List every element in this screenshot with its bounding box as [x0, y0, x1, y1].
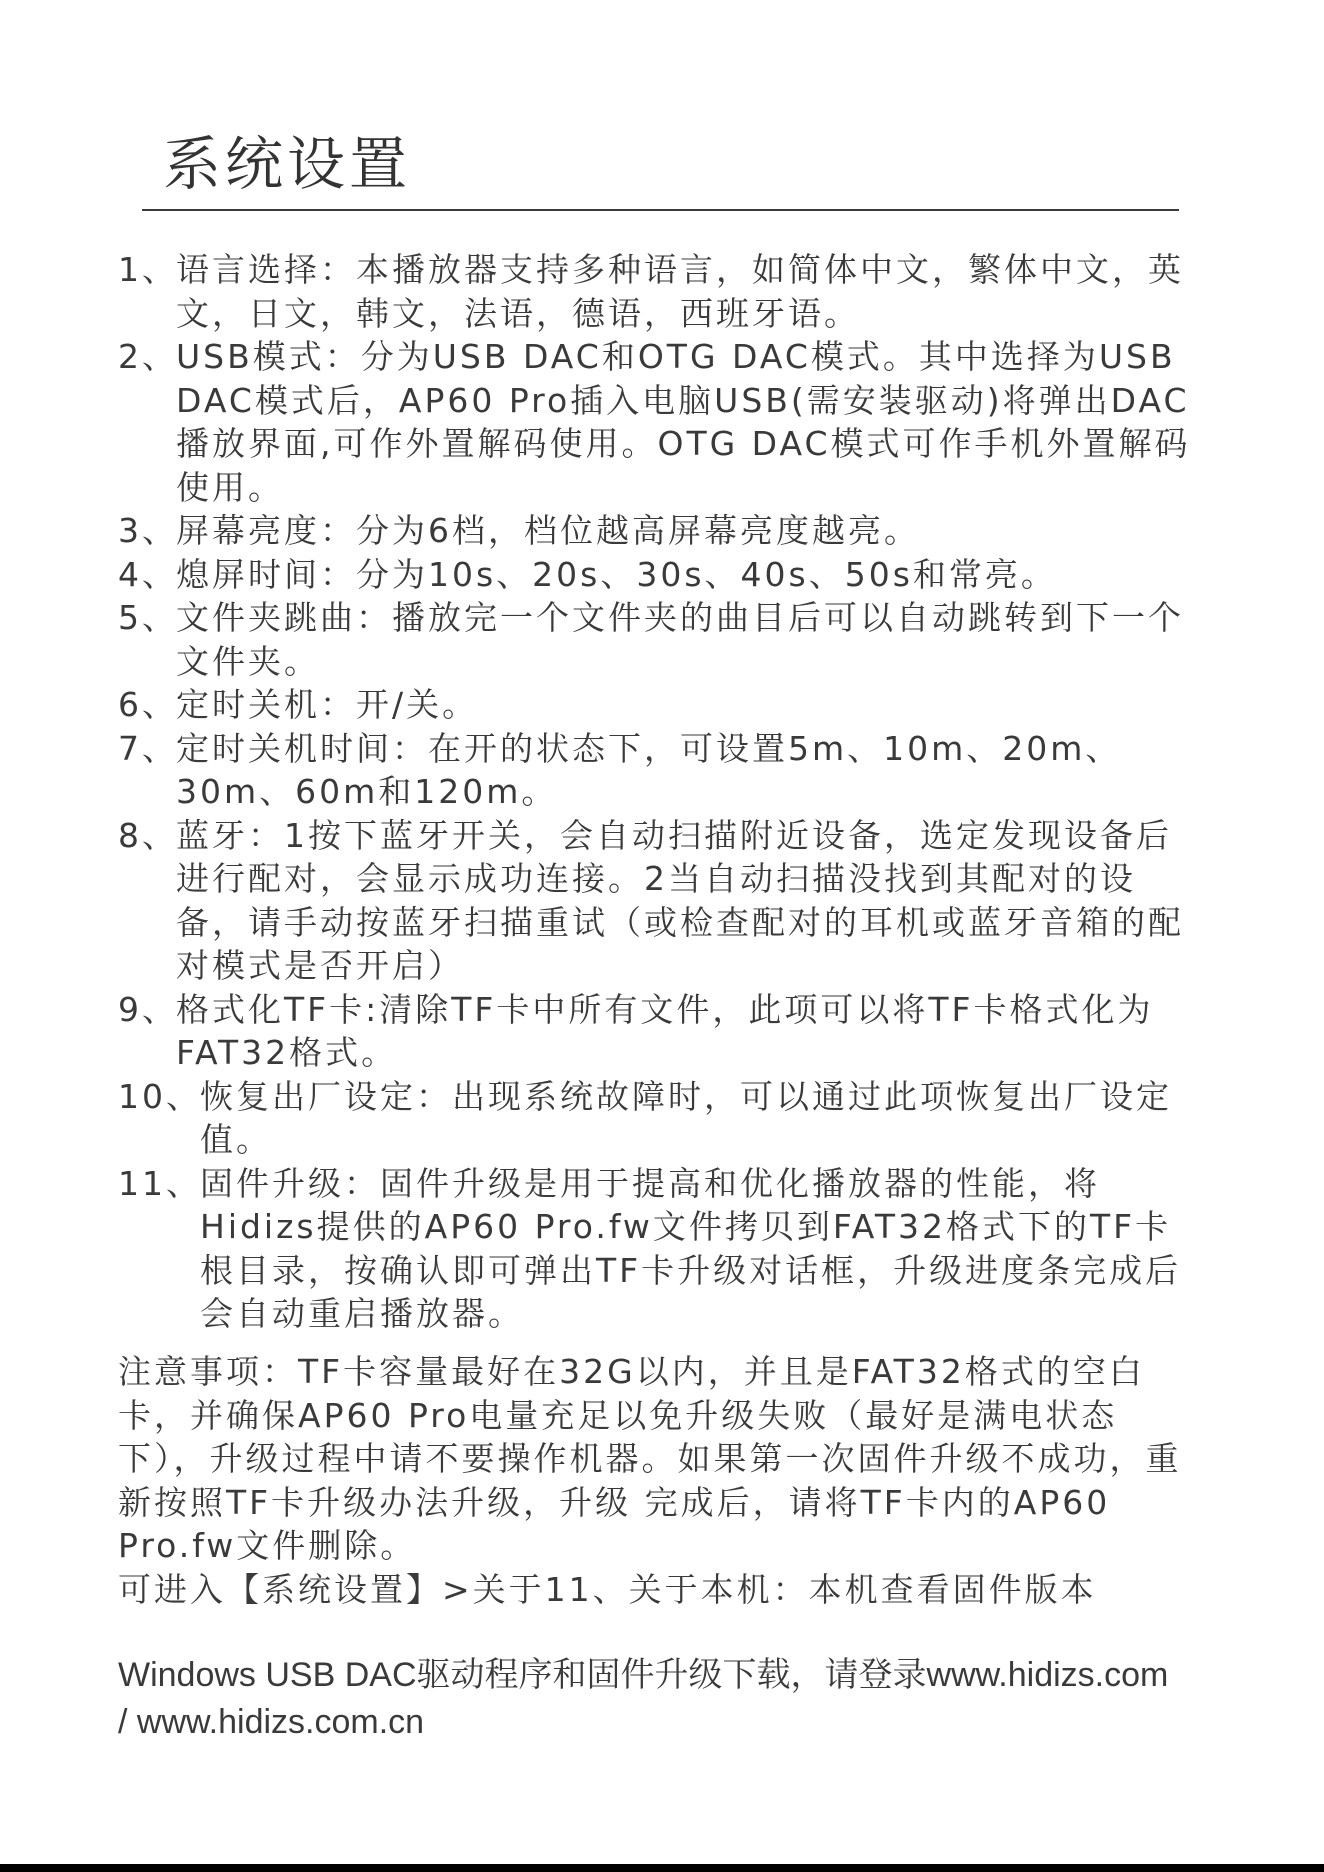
item-text: 语言选择：本播放器支持多种语言，如简体中文，繁体中文，英文，日文，韩文，法语，德语，西班牙语。 [176, 250, 1184, 333]
list-item [118, 1162, 1198, 1336]
item-text: 屏幕亮度：分为6档，档位越高屏幕亮度越亮。 [176, 511, 920, 550]
list-item [118, 335, 1198, 509]
item-text: 格式化TF卡:清除TF卡中所有文件，此项可以将TF卡格式化为FAT32格式。 [176, 989, 1154, 1072]
download-line-1: Windows USB DAC驱动程序和固件升级下载，请登录www.hidizs.com [118, 1656, 1169, 1694]
list-item [118, 814, 1198, 988]
item-number: 5、 [118, 598, 178, 637]
item-text: USB模式：分为USB DAC和OTG DAC模式。其中选择为USB DAC模式后，AP60 Pro插入电脑USB(需安装驱动)将弹出DAC播放界面,可作外置解码使用。OTG DAC模式可作手机外置解码使用。 [176, 337, 1191, 507]
item-number: 10、 [118, 1076, 202, 1116]
caution-text: 注意事项：TF卡容量最好在32G以内，并且是FAT32格式的空白卡，并确保AP60 Pro电量充足以免升级失败（最好是满电状态下），升级过程中请不要操作机器。如果第一次固件升级不成功，重新按照TF卡升级办法升级，升级 完成后，请将TF卡内的AP60 Pro.fw文件删除。 [118, 1352, 1182, 1565]
item-text: 固件升级：固件升级是用于提高和优化播放器的性能，将Hidizs提供的AP60 Pro.fw文件拷贝到FAT32格式下的TF卡根目录，按确认即可弹出TF卡升级对话框，升级进度条完成后会自动重启播放器。 [200, 1163, 1182, 1333]
settings-list [118, 248, 1198, 1336]
item-text: 文件夹跳曲：播放完一个文件夹的曲目后可以自动跳转到下一个文件夹。 [176, 598, 1184, 681]
page-title: 系统设置 [163, 130, 412, 198]
item-text: 定时关机时间：在开的状态下，可设置5m、10m、20m、30m、60m和120m。 [176, 728, 1122, 811]
notes-section [118, 1350, 1198, 1611]
item-number: 6、 [118, 685, 178, 724]
item-text: 恢复出厂设定：出现系统故障时，可以通过此项恢复出厂设定值。 [200, 1076, 1172, 1159]
list-item [118, 727, 1198, 814]
item-text: 熄屏时间：分为10s、20s、30s、40s、50s和常亮。 [176, 554, 1057, 594]
item-number: 1、 [118, 250, 178, 289]
title-divider [142, 209, 1179, 211]
bottom-border [0, 1864, 1324, 1872]
list-item [118, 683, 1198, 727]
list-item [118, 553, 1198, 597]
item-number: 7、 [118, 728, 178, 768]
item-text: 蓝牙：1按下蓝牙开关，会自动扫描附近设备，选定发现设备后进行配对，会显示成功连接。2当自动扫描没找到其配对的设备，请手动按蓝牙扫描重试（或检查配对的耳机或蓝牙音箱的配对模式是否开启） [176, 815, 1184, 985]
list-item [118, 1075, 1198, 1162]
item-number: 4、 [118, 554, 178, 594]
list-item [118, 509, 1198, 553]
item-number: 2、 [118, 337, 178, 376]
item-number: 11、 [118, 1163, 202, 1203]
list-item [118, 596, 1198, 683]
item-number: 3、 [118, 511, 178, 550]
item-number: 8、 [118, 815, 178, 855]
about-text: 可进入【系统设置】>关于11、关于本机：本机查看固件版本 [118, 1569, 1097, 1609]
item-text: 定时关机：开/关。 [176, 685, 479, 724]
download-line-2: / www.hidizs.com.cn [118, 1703, 425, 1741]
list-item [118, 248, 1198, 335]
download-info [118, 1652, 1208, 1746]
item-number: 9、 [118, 989, 178, 1029]
list-item [118, 988, 1198, 1075]
